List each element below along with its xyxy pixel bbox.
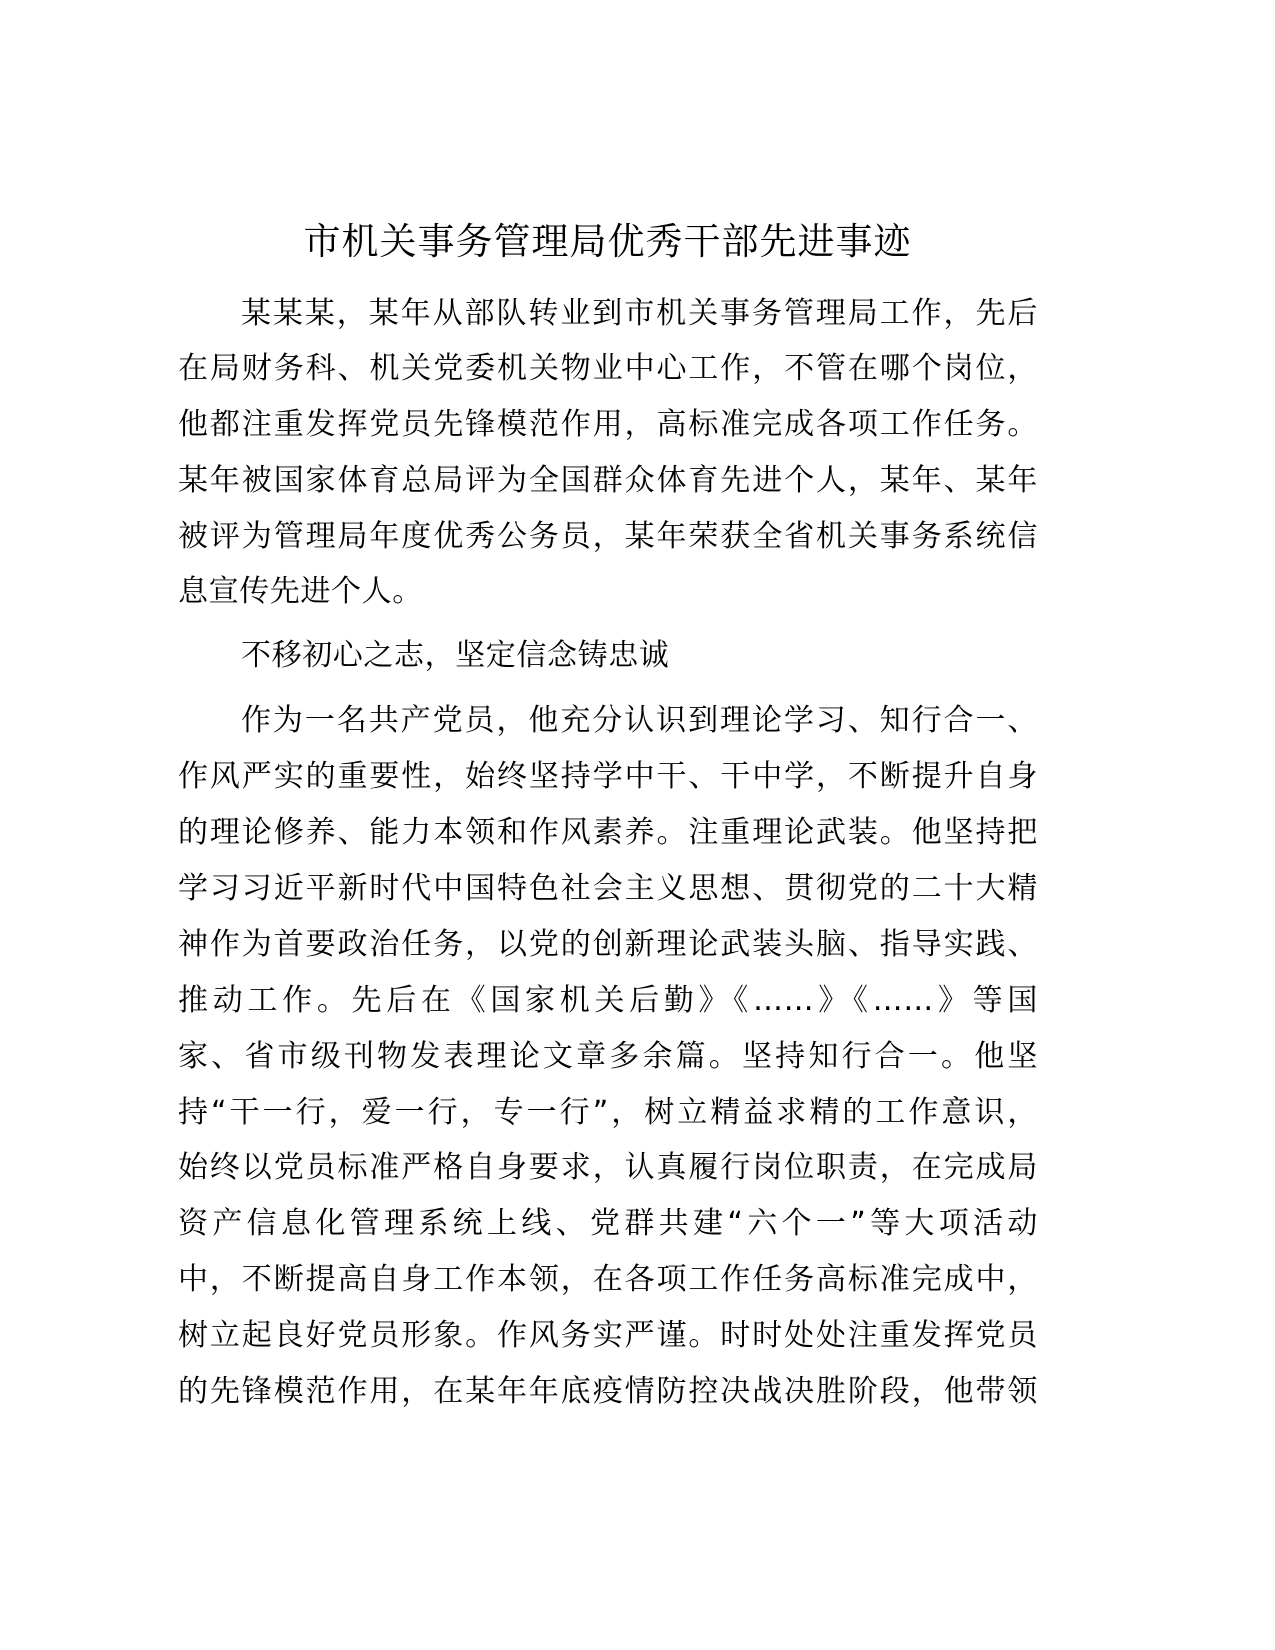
- paragraph-line: 他都注重发挥党员先锋模范作用，高标准完成各项工作任务。: [178, 407, 1038, 442]
- paragraph-line: 中，不断提高自身工作本领，在各项工作任务高标准完成中，: [178, 1262, 1038, 1297]
- paragraph-line: 被评为管理局年度优秀公务员，某年荣获全省机关事务系统信: [178, 519, 1038, 554]
- paragraph-line: 作为一名共产党员，他充分认识到理论学习、知行合一、: [241, 703, 1038, 738]
- document-title: 市机关事务管理局优秀干部先进事迹: [303, 220, 912, 263]
- paragraph-line: 在局财务科、机关党委机关物业中心工作，不管在哪个岗位，: [178, 351, 1038, 386]
- paragraph-line: 持“干一行，爱一行，专一行”，树立精益求精的工作意识，: [178, 1095, 1038, 1130]
- paragraph-line: 推动工作。先后在《国家机关后勤》《……》《……》等国: [178, 983, 1038, 1018]
- paragraph-line: 息宣传先进个人。: [178, 574, 423, 609]
- paragraph-line: 作风严实的重要性，始终坚持学中干、干中学，不断提升自身: [178, 759, 1038, 794]
- paragraph-line: 家、省市级刊物发表理论文章多余篇。坚持知行合一。他坚: [178, 1039, 1038, 1074]
- paragraph-line: 学习习近平新时代中国特色社会主义思想、贯彻党的二十大精: [178, 871, 1038, 906]
- paragraph-line: 资产信息化管理系统上线、党群共建“六个一”等大项活动: [178, 1206, 1038, 1241]
- section-subheading: 不移初心之志，坚定信念铸忠诚: [241, 638, 670, 673]
- paragraph-line: 的先锋模范作用，在某年年底疫情防控决战决胜阶段，他带领: [178, 1374, 1038, 1409]
- paragraph-line: 的理论修养、能力本领和作风素养。注重理论武装。他坚持把: [178, 815, 1038, 850]
- paragraph-line: 始终以党员标准严格自身要求，认真履行岗位职责，在完成局: [178, 1150, 1038, 1185]
- paragraph-line: 神作为首要政治任务，以党的创新理论武装头脑、指导实践、: [178, 927, 1038, 962]
- paragraph-line: 树立起良好党员形象。作风务实严谨。时时处处注重发挥党员: [178, 1318, 1038, 1353]
- paragraph-line: 某年被国家体育总局评为全国群众体育先进个人，某年、某年: [178, 463, 1038, 498]
- paragraph-line: 某某某，某年从部队转业到市机关事务管理局工作，先后: [241, 296, 1038, 331]
